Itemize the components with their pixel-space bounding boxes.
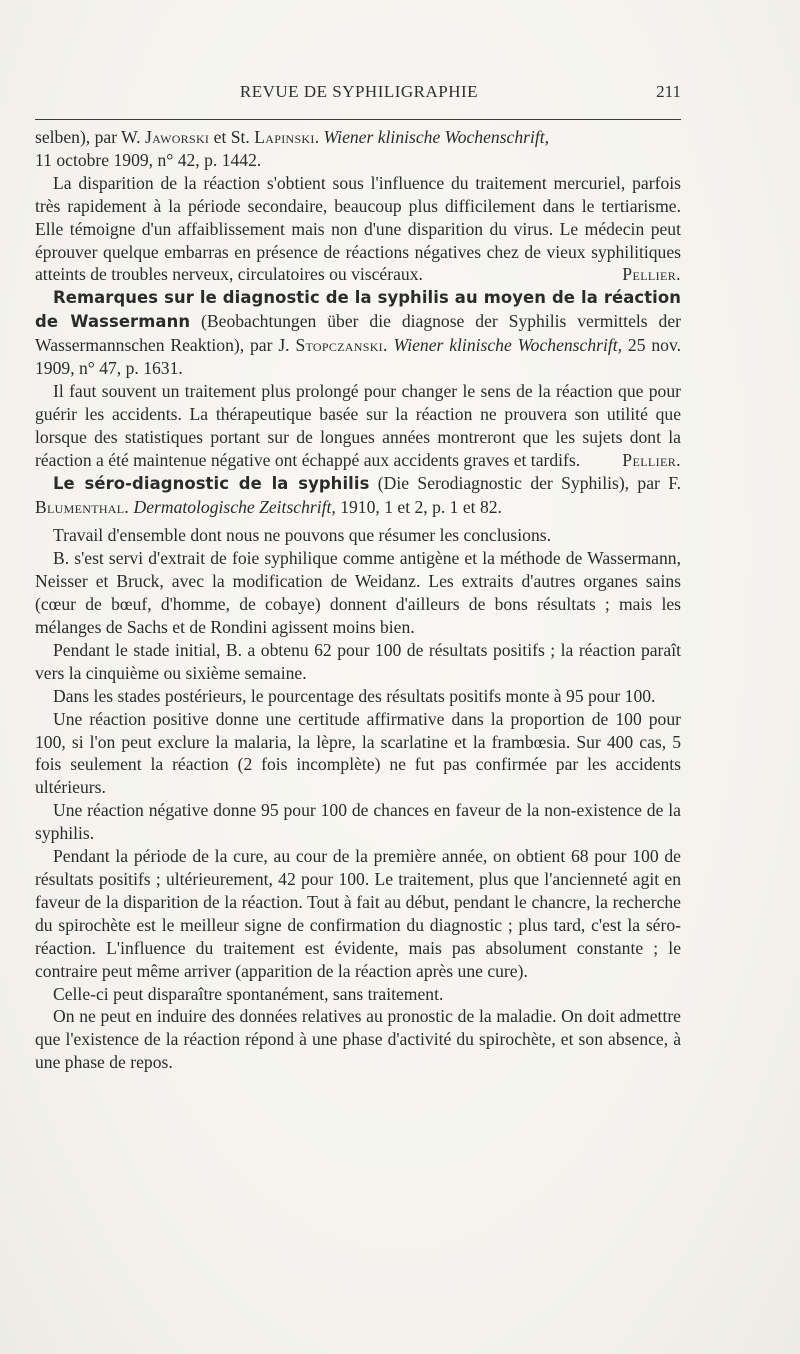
article-3-author: Blumenthal. [35,496,130,517]
article-3-title: Le séro-diagnostic de la syphilis [53,473,370,493]
article-2-journal: Wiener klinische Wochenschrift, [393,335,623,356]
article-2-date: 25 nov. 1909, n° 47, p. 1631. [35,335,682,379]
article-2-signature: Pellier. [622,449,681,470]
article-3-paragraph: Une réaction positive donne une certitude affirmative dans la proportion de 100 pour 100, si l'on peut exclure la malaria, la lèpre, la scarlatine et la frambœsia. Sur 400 cas, 5 fois seulement la réaction (2 fois incomplète) ne fut pas confirmée par les accidents ultérieurs. [35,708,681,798]
article-1-cont-prefix: selben), par W. [35,127,145,147]
article-1-and: et St. [209,127,255,147]
article-3-date: 1910, 1 et 2, p. 1 et 82. [335,496,502,517]
article-3-citation [35,472,681,519]
article-1-body-text: La disparition de la réaction s'obtient sous l'influence du traitement mercuriel, parfois très rapidement à la période secondaire, beaucoup plus difficilement dans le tertiarisme. Elle témoigne d'un affaiblissement mais non d'une disparition du virus. Le médecin peut éprouver quelque embarras en présence de réactions négatives chez de vieux syphilitiques atteints de troubles nerveux, circulatoires ou viscéraux. [35,172,681,285]
article-2-body [35,380,681,472]
article-1-author-1: Jaworski [144,127,210,147]
page-header [35,82,683,106]
article-3-paragraph: Pendant le stade initial, B. a obtenu 62 pour 100 de résultats positifs ; la réaction paraît vers la cinquième ou sixième semaine. [35,639,681,683]
article-2-german-title: (Beobachtungen über die diagnose der Syphilis vermittels der Wassermannschen Reaktion), par J. [35,311,681,356]
article-3-paragraph: B. s'est servi d'extrait de foie syphilique comme antigène et la méthode de Wassermann, Neisser et Bruck, avec la modification de Weidanz. Les extraits d'autres organes sains (cœur de bœuf, d'homme, de cobaye) donnent d'ailleurs de bons résultats ; mais les mélanges de Sachs et de Rondini agissent moins bien. [35,548,681,638]
article-2-body-text: Il faut souvent un traitement plus prolongé pour changer le sens de la réaction que pour guérir les accidents. La thérapeutique basée sur la réaction ne prouvera son utilité que lorsque des statistiques portant sur de longues années montreront que les sujets dont la réaction a été maintenue négative ont échappé aux accidents graves et tardifs. [35,380,681,470]
header-rule [35,119,681,120]
article-3-paragraph: Dans les stades postérieurs, le pourcentage des résultats positifs monte à 95 pour 100. [53,685,656,706]
article-1-journal: Wiener klinische Wochenschrift, [323,127,550,147]
article-3-paragraph: Travail d'ensemble dont nous ne pouvons que résumer les conclusions. [53,525,552,546]
article-2-author: Stopczanski. [295,335,388,356]
article-1-date: 11 octobre 1909, n° 42, p. 1442. [35,149,262,170]
running-title: REVUE DE SYPHILIGRAPHIE [239,82,479,101]
body-text [35,126,681,1074]
article-3-german-title: (Die Serodiagnostic der Syphilis), par F. [369,472,681,493]
article-2-title: Remarques sur le diagnostic de la syphilis au moyen de la réaction de Wassermann [35,288,681,332]
article-2-citation [35,286,681,380]
article-1-author-2: Lapinski [254,127,315,147]
article-3-paragraph: Celle-ci peut disparaître spontanément, sans traitement. [53,983,444,1004]
article-3-journal: Dermatologische Zeitschrift, [133,496,336,517]
article-1-citation: selben), par W. Jaworski et St. Lapinski. Wiener klinische Wochenschrift, 11 octobre 1909, n° 42, p. 1442. [35,127,550,170]
article-1-body [35,172,681,287]
article-3-paragraph: On ne peut en induire des données relatives au pronostic de la maladie. On doit admettre que l'existence de la réaction répond à une phase d'activité du spirochète, et son absence, à une phase de repos. [35,1006,681,1073]
article-3-paragraph: Une réaction négative donne 95 pour 100 de chances en faveur de la non-existence de la syphilis. [35,800,681,844]
page-number: 211 [656,82,681,101]
article-3-paragraph: Pendant la période de la cure, au cour de la première année, on obtient 68 pour 100 de résultats positifs ; ultérieurement, 42 pour 100. Le traitement, plus que l'ancienneté agit en faveur de la disparition de la réaction. Tout à fait au début, pendant le chancre, la recherche du spirochète est le meilleur signe de confirmation du diagnostic ; plus tard, c'est la séro-réaction. L'influence du traitement est évidente, mais pas absolument constante ; le contraire peut même arriver (apparition de la réaction après une cure). [35,846,681,981]
article-1-signature: Pellier. [622,264,681,285]
